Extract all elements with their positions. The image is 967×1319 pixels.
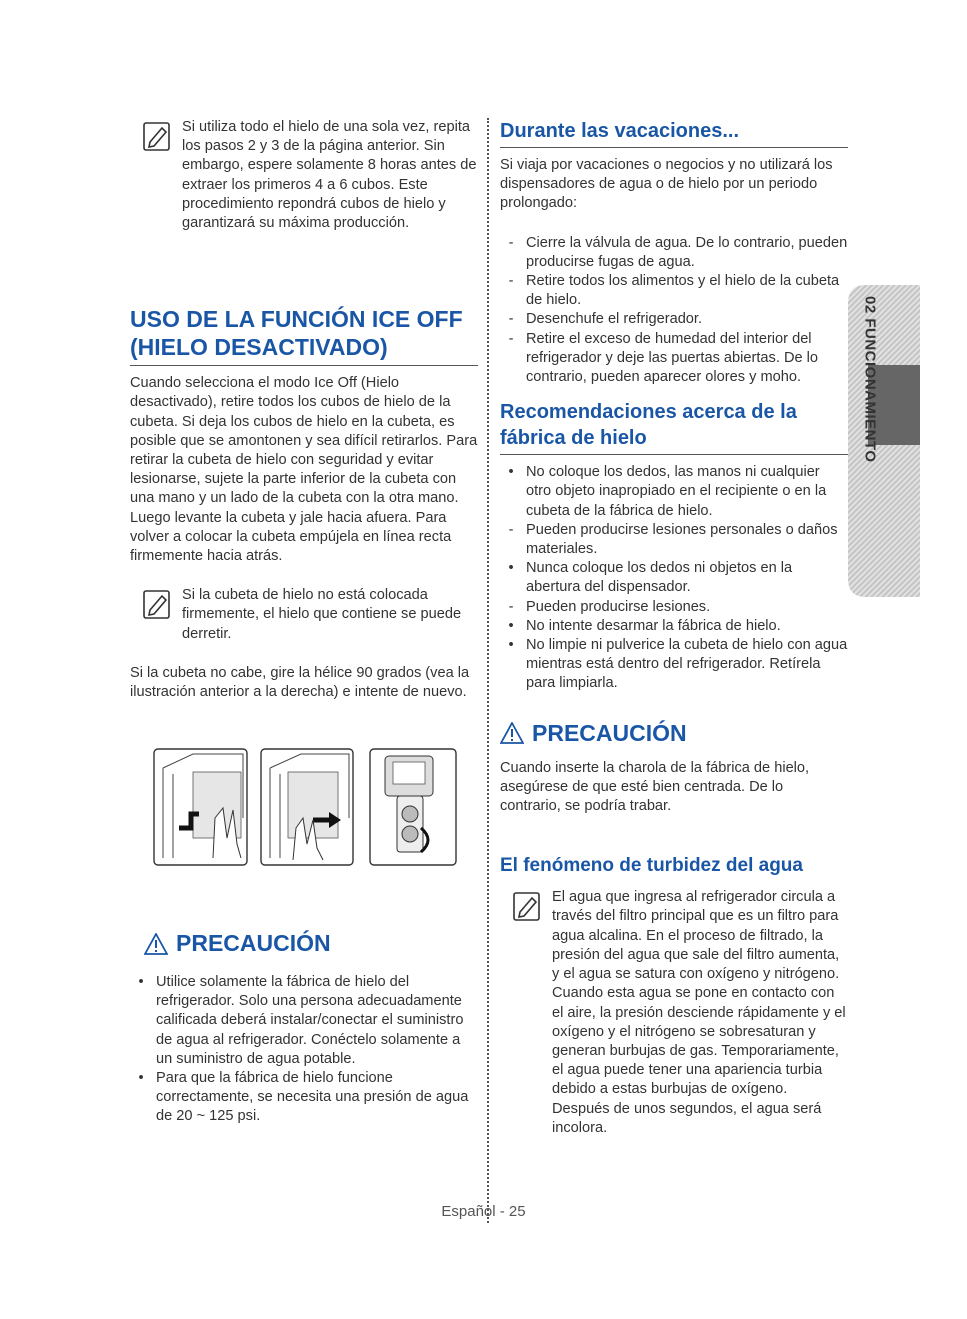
note-turbidity bbox=[500, 888, 848, 1138]
list-item: • Nunca coloque los dedos ni objetos en la abertura del dispensador. bbox=[508, 560, 793, 596]
ice-off-paragraph: Cuando selecciona el modo Ice Off (Hielo desactivado), retire todos los cubos de hielo de la cubeta. Si deja los cubos de hielo en la cubeta, es posible que se amontonen y sea difícil retirarlos. Para retirar la cubeta de hielo con seguridad y evitar lesionarse, sujete la parte inferior de la cubeta con una mano y un lado de la cubeta con la otra mano. Luego levante la cubeta y jale hacia afuera. Para volver a colocar la cubeta empújela en línea recta firmemente hacia atrás. bbox=[130, 375, 478, 565]
side-tab-label: 02 FUNCIONAMIENTO bbox=[861, 296, 879, 463]
left-warning bbox=[130, 930, 478, 1127]
list-item: - Pueden producirse lesiones personales o daños materiales. bbox=[508, 521, 838, 558]
note-icon bbox=[142, 120, 172, 152]
ice-maker-recommendations-heading: Recomendaciones acerca de la fábrica de hielo bbox=[500, 399, 848, 455]
note-bucket-melt bbox=[130, 586, 478, 644]
list-item: - Retire todos los alimentos y el hielo de la cubeta de hielo. bbox=[508, 273, 840, 309]
warning-icon bbox=[144, 933, 168, 955]
ice-bucket-illustration bbox=[153, 748, 457, 866]
ice-off-heading: USO DE LA FUNCIÓN ICE OFF (HIELO DESACTIVADO) bbox=[130, 305, 478, 366]
list-item: - Cierre la válvula de agua. De lo contrario, pueden producirse fugas de agua. bbox=[508, 234, 848, 270]
vacation-intro: Si viaja por vacaciones o negocios y no utilizará los dispensadores de agua o de hielo por un periodo prolongado: bbox=[500, 157, 833, 212]
list-item: - Desenchufe el refrigerador. bbox=[508, 311, 703, 328]
vacation-heading: Durante las vacaciones... bbox=[500, 118, 848, 148]
note-icon bbox=[142, 588, 172, 620]
recommendations-list bbox=[500, 463, 848, 693]
warning-text: Cuando inserte la charola de la fábrica de hielo, asegúrese de que esté bien centrada. De lo contrario, se podría trabar. bbox=[500, 759, 810, 815]
warning-icon bbox=[500, 722, 524, 744]
list-item: • No limpie ni pulverice la cubeta de hielo con agua mientras está dentro del refrigerador. Retírela para limpiarla. bbox=[508, 637, 848, 692]
list-item: - Pueden producirse lesiones. bbox=[508, 598, 711, 615]
list-item: • Utilice solamente la fábrica de hielo del refrigerador. Solo una persona adecuadamente calificada deberá instalar/conectar el suministro de agua al refrigerador. Conéctelo solamente a un suministro de agua potable. bbox=[138, 974, 464, 1067]
list-item: • Para que la fábrica de hielo funcione correctamente, se necesita una presión de agua de 20 ~ 125 psi. bbox=[138, 1070, 469, 1125]
column-divider bbox=[487, 118, 489, 1223]
note-text: Si la cubeta de hielo no está colocada firmemente, el hielo que contiene se puede derretir. bbox=[182, 587, 462, 642]
warning-list bbox=[130, 973, 478, 1127]
page-number: Español - 25 bbox=[441, 1203, 526, 1220]
right-column bbox=[500, 118, 848, 1138]
list-item: - Retire el exceso de humedad del interior del refrigerador y deje las puertas abiertas. De lo contrario, pueden aparecer olores y moho. bbox=[508, 330, 819, 386]
left-column bbox=[130, 118, 478, 702]
note-text: El agua que ingresa al refrigerador circula a través del filtro principal que es un filtro para agua alcalina. En el proceso de filtrado, la presión del agua que sale del filtro aumenta, y el agua se satura con oxígeno y nitrógeno. Cuando esta agua se pone en contacto con el aire, la presión desciende rápidamente y el oxígeno y el nitrógeno se sobresaturan y generan burbujas de gas. Temporariamente, el agua puede tener una apariencia turbia debido a estas burbujas de oxígeno. Después de unos segundos, el agua será incolora. bbox=[552, 889, 846, 1136]
turbidity-heading: El fenómeno de turbidez del agua bbox=[500, 855, 803, 877]
warning-heading: PRECAUCIÓN bbox=[130, 930, 478, 957]
warning-heading: PRECAUCIÓN bbox=[500, 720, 848, 747]
list-item: • No intente desarmar la fábrica de hielo. bbox=[508, 617, 781, 634]
list-item: • No coloque los dedos, las manos ni cualquier otro objeto inapropiado en el recipiente o en la cubeta de la fábrica de hielo. bbox=[508, 464, 827, 519]
vacation-list bbox=[500, 234, 848, 388]
note-text: Si utiliza todo el hielo de una sola vez, repita los pasos 2 y 3 de la página anterior. Sin embargo, espere solamente 8 horas antes de extraer los primeros 4 a 6 cubos. Este procedimiento repondrá cubos de hielo y garantizará su máxima producción. bbox=[182, 119, 477, 232]
rotate-paragraph: Si la cubeta no cabe, gire la hélice 90 grados (vea la ilustración anterior a la derecha) e intente de nuevo. bbox=[130, 664, 470, 701]
note-reuse-ice bbox=[130, 118, 478, 233]
note-icon bbox=[512, 890, 542, 922]
